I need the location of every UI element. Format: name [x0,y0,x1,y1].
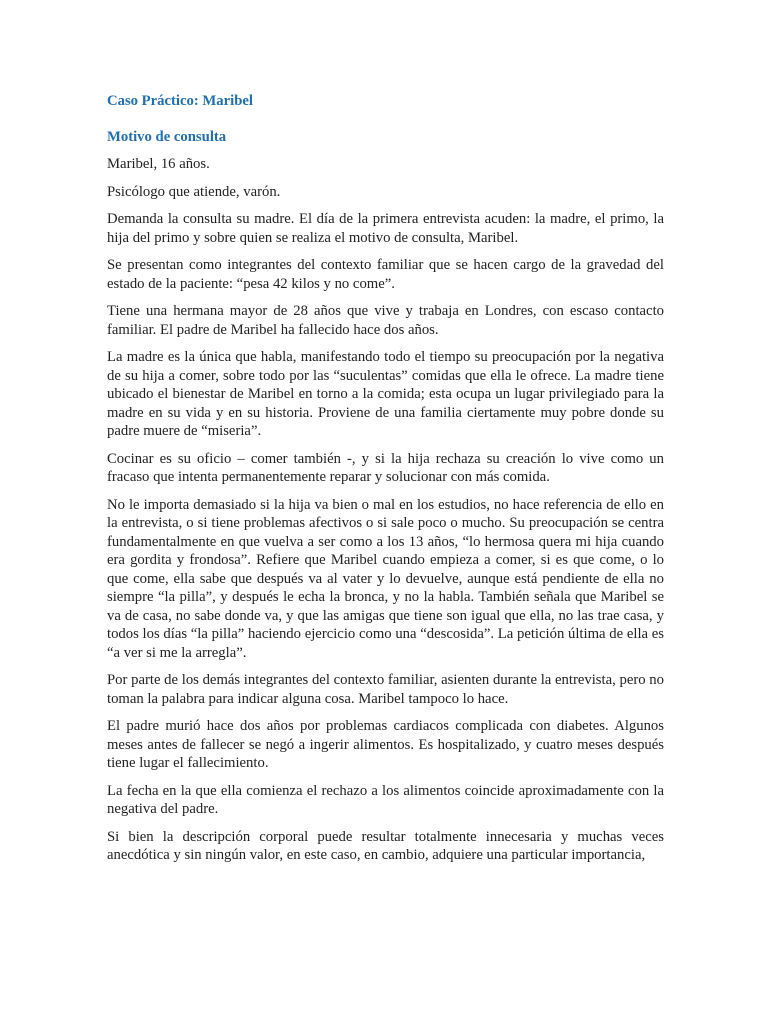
paragraph-age: Maribel, 16 años. [107,156,210,172]
section-heading: Motivo de consulta [107,128,227,145]
paragraph-mother: La madre es la única que habla, manifestando todo el tiempo su preocupación por la negativa de su hija a comer, sobre todo por las “suculentas” comidas que ella le ofrece. La madre tiene ubicado el bienestar de Maribel en torno a la comida; esta ocupa un lugar privilegiado para la madre en su vida y en su historia. Proviene de una familia ciertamente muy pobre donde su padre muere de “miseria”. [107,349,664,439]
paragraph-concerns: No le importa demasiado si la hija va bien o mal en los estudios, no hace referencia de ello en la entrevista, o si tiene problemas afectivos o si sale poco o mucho. Su preocupación se centra fundamentalmente en que vuelva a ser como a los 13 años, “lo hermosa quera mi hija cuando era gordita y frondosa”. Refiere que Maribel cuando empieza a comer, si es que come, o lo que come, ella sabe que después va al vater y lo devuelve, aunque está pendiente de ella no siempre “la pilla”, y después le echa la bronca, y no la habla. También señala que Maribel se va de casa, no sabe donde va, y que las amigas que tiene son igual que ella, no las trae casa, y todos los días “la pilla” haciendo ejercicio como una “descosida”. La petición última de ella es “a ver si me la arregla”. [107,496,664,661]
document-title: Caso Práctico: Maribel [107,93,254,109]
paragraph-family-context: Se presentan como integrantes del contexto familiar que se hacen cargo de la gravedad del estado de la paciente: “pesa 42 kilos y no come”. [107,257,664,292]
paragraph-psychologist: Psicólogo que atiende, varón. [107,183,281,200]
paragraph-father: El padre murió hace dos años por problemas cardiacos complicada con diabetes. Algunos meses antes de fallecer se negó a ingerir alimentos. Es hospitalizado, y cuatro meses después tiene lugar el fallecimiento. [107,718,664,771]
paragraph-sister: Tiene una hermana mayor de 28 años que vive y trabaja en Londres, con escaso contacto familiar. El padre de Maribel ha fallecido hace dos años. [107,303,664,338]
paragraph-rejection-date: La fecha en la que ella comienza el rechazo a los alimentos coincide aproximadamente con la negativa del padre. [107,782,664,817]
paragraph-cooking: Cocinar es su oficio – comer también -, y si la hija rechaza su creación lo vive como un fracaso que intenta permanentemente reparar y solucionar con más comida. [107,450,664,485]
paragraph-demand: Demanda la consulta su madre. El día de la primera entrevista acuden: la madre, el primo, la hija del primo y sobre quien se realiza el motivo de consulta, Maribel. [107,211,664,246]
paragraph-family-members: Por parte de los demás integrantes del contexto familiar, asienten durante la entrevista, pero no toman la palabra para indicar alguna cosa. Maribel tampoco lo hace. [107,672,664,707]
document-body [107,155,664,865]
paragraph-body-description: Si bien la descripción corporal puede resultar totalmente innecesaria y muchas veces anecdótica y sin ningún valor, en este caso, en cambio, adquiere una particular importancia, [107,828,664,863]
